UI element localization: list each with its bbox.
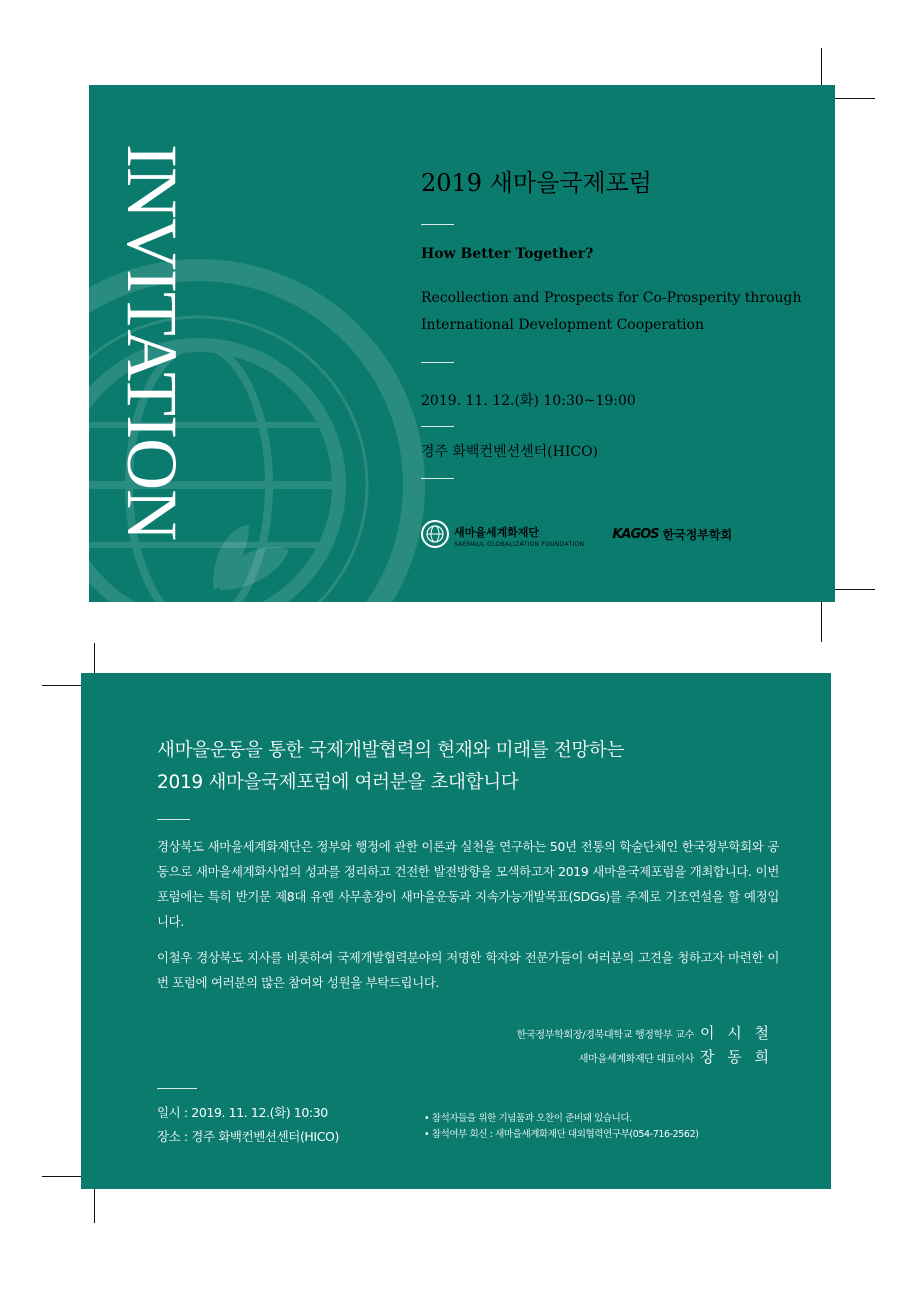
divider xyxy=(421,426,454,427)
heading-line: 새마을운동을 통한 국제개발협력의 현재와 미래를 전망하는 xyxy=(157,740,625,761)
signer-role: 새마을세계화재단 대표이사 xyxy=(578,1054,694,1065)
signer-name: 이 시 철 xyxy=(699,1024,773,1042)
crop-mark xyxy=(821,602,822,642)
crop-mark xyxy=(42,685,81,686)
globe-logo-icon xyxy=(421,520,449,548)
logo-foundation-name: 새마을세계화재단 xyxy=(454,525,540,539)
event-date: 일시 : 2019. 11. 12.(화) 10:30 xyxy=(157,1105,328,1120)
heading-line: 2019 새마을국제포럼에 여러분을 초대합니다 xyxy=(157,772,519,793)
crop-mark xyxy=(821,48,822,86)
divider xyxy=(421,362,454,363)
forum-subtitle: How Better Together? xyxy=(421,246,594,262)
divider xyxy=(421,224,454,225)
invitation-heading xyxy=(157,735,779,799)
signature-line xyxy=(579,1046,773,1067)
signer-name: 장 동 희 xyxy=(699,1048,773,1066)
note-item: • 참석자들을 위한 기념품과 오찬이 준비돼 있습니다. xyxy=(424,1113,632,1124)
logo-foundation-subtitle: SAEMAUL GLOBALIZATION FOUNDATION xyxy=(454,540,585,548)
forum-description xyxy=(421,285,821,339)
divider xyxy=(157,1088,197,1089)
invitation-paragraph: 이철우 경상북도 지사를 비롯하여 국제개발협력분야의 저명한 학자와 전문가들이 여러분의 고견을 청하고자 마련한 이번 포럼에 여러분의 많은 참여와 성원을 부탁드립니다. xyxy=(157,950,779,990)
crop-mark xyxy=(835,98,875,99)
description-line: International Development Cooperation xyxy=(421,317,704,333)
event-notes xyxy=(424,1111,699,1143)
kagos-logo-icon: KAGOS xyxy=(612,526,659,542)
signature-line xyxy=(517,1022,773,1043)
forum-date: 2019. 11. 12.(화) 10:30~19:00 xyxy=(421,393,636,409)
crop-mark xyxy=(42,1176,81,1177)
invitation-vertical-title: INVITATION xyxy=(112,144,192,541)
event-info xyxy=(157,1101,339,1149)
note-item: • 참석여부 회신 : 새마을세계화재단 대외협력연구부(054-716-2562) xyxy=(424,1129,699,1140)
event-venue: 장소 : 경주 화백컨벤션센터(HICO) xyxy=(157,1129,339,1144)
invitation-paragraph: 경상북도 새마을세계화재단은 정부와 행정에 관한 이론과 실천을 연구하는 50년 전통의 학술단체인 한국정부학회와 공동으로 새마을세계화사업의 성과를 정리하고 건전한 발전방향을 모색하고자 2019 새마을국제포럼을 개최합니다. 이번 포럼에는 특히 반기문 제8대 유엔 사무총장이 새마을운동과 지속가능개발목표(SDGs)를 주제로 기조연설을 할 예정입니다. xyxy=(157,839,779,929)
back-text-block xyxy=(157,735,779,995)
invitation-back-card xyxy=(81,673,831,1189)
divider xyxy=(421,478,454,479)
signer-role: 한국정부학회장/경북대학교 행정학부 교수 xyxy=(516,1030,694,1041)
description-line: Recollection and Prospects for Co-Prosperity through xyxy=(421,290,802,306)
crop-mark xyxy=(94,643,95,673)
forum-venue: 경주 화백컨벤션센터(HICO) xyxy=(421,444,599,460)
divider xyxy=(157,819,190,820)
logo-society-name: 한국정부학회 xyxy=(662,527,733,542)
crop-mark xyxy=(835,589,875,590)
forum-title: 2019 새마을국제포럼 xyxy=(421,169,652,197)
front-text-block xyxy=(421,165,821,479)
organizer-logos xyxy=(421,520,732,548)
crop-mark xyxy=(94,1189,95,1223)
